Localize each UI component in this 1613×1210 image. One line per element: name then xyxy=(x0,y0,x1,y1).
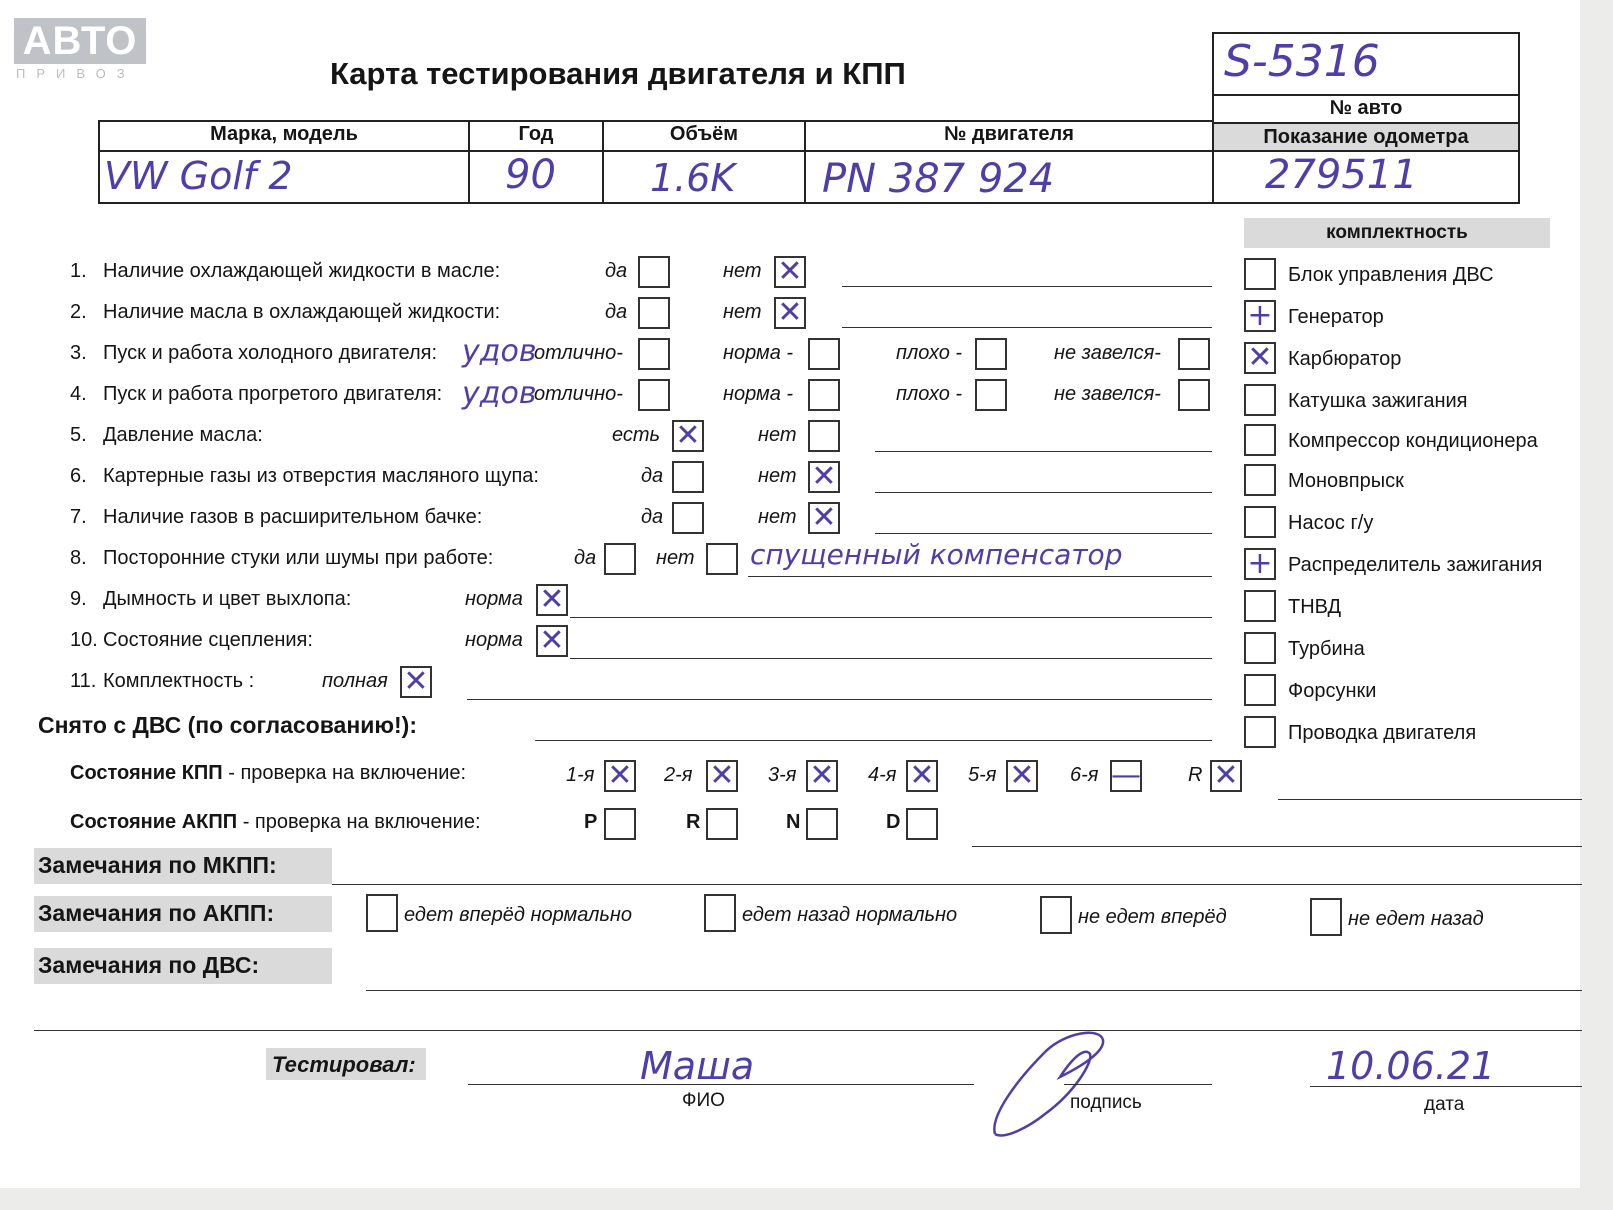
note-line-6 xyxy=(875,492,1212,493)
kit-box-turbine[interactable] xyxy=(1244,632,1276,664)
gear-label-2: 2-я xyxy=(664,764,693,786)
check-4-excellent-box[interactable] xyxy=(638,379,670,411)
check-4-normal-box[interactable] xyxy=(808,379,840,411)
kit-box-ac-compressor[interactable] xyxy=(1244,424,1276,456)
col-year-label: Год xyxy=(518,123,554,145)
kit-title: комплектность xyxy=(1326,222,1468,243)
auto-mode-label-n: N xyxy=(786,811,801,833)
check-7-yes-box[interactable] xyxy=(672,502,704,534)
not-started-label-4: не завелся- xyxy=(1054,383,1161,405)
note-line-5 xyxy=(875,451,1212,452)
check-text-4: Пуск и работа прогретого двигателя: xyxy=(103,383,443,405)
yes-label-8: да xyxy=(574,547,597,569)
kit-box-injectors[interactable] xyxy=(1244,674,1276,706)
bad-label-3: плохо - xyxy=(896,342,963,364)
note-line-2 xyxy=(842,327,1212,328)
check-num-10: 10. xyxy=(70,629,98,651)
no-label-5: нет xyxy=(758,424,797,446)
akpp-remarks-label: Замечания по АКПП: xyxy=(38,900,275,926)
auto-gearbox-title: Состояние АКПП xyxy=(70,811,238,833)
akpp-back-ok-box[interactable] xyxy=(704,894,736,932)
kit-box-mono-injection[interactable] xyxy=(1244,464,1276,496)
kit-mark-distributor: + xyxy=(1247,546,1273,581)
kit-box-power-steering-pump[interactable] xyxy=(1244,506,1276,538)
manual-gearbox-label xyxy=(70,762,466,785)
note-line-8 xyxy=(748,576,1212,577)
check-5-have-mark: ✕ xyxy=(675,418,701,453)
engine-number-value: PN 387 924 xyxy=(822,156,1055,202)
dvs-remarks-line-1 xyxy=(366,990,1582,991)
check-6-no-mark: ✕ xyxy=(811,459,837,494)
check-2-yes-box[interactable] xyxy=(638,297,670,329)
note-line-9 xyxy=(570,617,1212,618)
mkpp-remarks-line xyxy=(332,884,1582,885)
col-engine-label: № двигателя xyxy=(944,123,1074,145)
note-line-7 xyxy=(875,533,1212,534)
manual-gearbox-rest: - проверка на включение: xyxy=(222,762,467,784)
check-num-1: 1. xyxy=(70,260,87,282)
no-label-7: нет xyxy=(758,506,797,528)
have-label-5: есть xyxy=(612,424,661,446)
check-3-normal-box[interactable] xyxy=(808,338,840,370)
make-value: VW Golf 2 xyxy=(104,154,293,198)
check-text-8: Посторонние стуки или шумы при работе: xyxy=(103,547,494,569)
kit-label-mono-injection: Моновпрыск xyxy=(1288,470,1404,492)
check-num-6: 6. xyxy=(70,465,87,487)
auto-mode-label-r: R xyxy=(686,811,701,833)
check-11-full-mark: ✕ xyxy=(403,664,429,699)
check-num-9: 9. xyxy=(70,588,87,610)
check-7-no-mark: ✕ xyxy=(811,500,837,535)
name-caption: ФИО xyxy=(682,1090,725,1111)
no-label-1: нет xyxy=(723,260,762,282)
normal-label-3: норма - xyxy=(723,342,794,364)
check-text-2: Наличие масла в охлаждающей жидкости: xyxy=(103,301,501,323)
akpp-forward-ok-box[interactable] xyxy=(366,894,398,932)
check-text-11: Комплектность : xyxy=(103,670,255,692)
gear-label-1: 1-я xyxy=(566,764,595,786)
gear-6-mark: — xyxy=(1111,758,1141,793)
yes-label-7: да xyxy=(641,506,664,528)
kit-label-injectors: Форсунки xyxy=(1288,680,1377,702)
gear-label-5: 5-я xyxy=(968,764,997,786)
bad-label-4: плохо - xyxy=(896,383,963,405)
check-text-6: Картерные газы из отверстия масляного щупа: xyxy=(103,465,539,487)
check-4-bad-box[interactable] xyxy=(975,379,1007,411)
check-num-5: 5. xyxy=(70,424,87,446)
check-text-9: Дымность и цвет выхлопа: xyxy=(103,588,352,610)
check-3-bad-box[interactable] xyxy=(975,338,1007,370)
check-text-7: Наличие газов в расширительном бачке: xyxy=(103,506,483,528)
kit-label-injection-pump: ТНВД xyxy=(1288,596,1342,618)
kit-box-injection-pump[interactable] xyxy=(1244,590,1276,622)
auto-mode-r-box[interactable] xyxy=(706,808,738,840)
volume-value: 1.6K xyxy=(650,156,736,200)
auto-number-value: S-5316 xyxy=(1224,36,1380,87)
akpp-no-back-box[interactable] xyxy=(1310,898,1342,936)
gearbox-note-line xyxy=(1278,799,1582,800)
manual-gearbox-title: Состояние КПП xyxy=(70,762,223,784)
check-text-10: Состояние сцепления: xyxy=(103,629,313,651)
cold-start-note: удов xyxy=(462,334,537,369)
col-make-label: Марка, модель xyxy=(210,123,358,145)
gear-label-4: 4-я xyxy=(868,764,897,786)
normal-label-4: норма - xyxy=(723,383,794,405)
auto-mode-n-box[interactable] xyxy=(806,808,838,840)
yes-label-6: да xyxy=(641,465,664,487)
check-text-5: Давление масла: xyxy=(103,424,263,446)
kit-box-ignition-coil[interactable] xyxy=(1244,384,1276,416)
kit-label-generator: Генератор xyxy=(1288,306,1384,328)
gear-4-mark: ✕ xyxy=(909,758,935,793)
akpp-back-ok-label: едет назад нормально xyxy=(742,904,958,926)
check-4-not-started-box[interactable] xyxy=(1178,379,1210,411)
akpp-no-forward-box[interactable] xyxy=(1040,896,1072,934)
brand-logo: АВТО xyxy=(14,18,146,64)
check-8-no-box[interactable] xyxy=(706,543,738,575)
tester-name-value: Маша xyxy=(640,1044,755,1088)
odometer-value: 279511 xyxy=(1265,152,1418,198)
kit-mark-generator: + xyxy=(1247,298,1273,333)
check-num-8: 8. xyxy=(70,547,87,569)
auto-mode-label-d: D xyxy=(886,811,901,833)
check-10-normal-mark: ✕ xyxy=(539,623,565,658)
check-num-11: 11. xyxy=(70,670,97,692)
brand-logo-sub: ПРИВОЗ xyxy=(16,66,136,81)
kit-label-ignition-coil: Катушка зажигания xyxy=(1288,390,1468,412)
not-started-label-3: не завелся- xyxy=(1054,342,1161,364)
check-3-not-started-box[interactable] xyxy=(1178,338,1210,370)
kit-label-power-steering-pump: Насос г/у xyxy=(1288,512,1374,534)
akpp-forward-ok-label: едет вперёд нормально xyxy=(404,904,633,926)
auto-mode-p-box[interactable] xyxy=(604,808,636,840)
tested-label: Тестировал: xyxy=(272,1052,416,1077)
check-3-excellent-box[interactable] xyxy=(638,338,670,370)
check-6-yes-box[interactable] xyxy=(672,461,704,493)
no-label-2: нет xyxy=(723,301,762,323)
no-label-8: нет xyxy=(656,547,695,569)
check-num-4: 4. xyxy=(70,383,87,405)
note-line-10 xyxy=(570,658,1212,659)
date-line xyxy=(1310,1086,1582,1087)
name-line xyxy=(468,1084,974,1085)
kit-label-ecu: Блок управления ДВС xyxy=(1288,264,1494,286)
auto-mode-d-box[interactable] xyxy=(906,808,938,840)
auto-gearbox-label xyxy=(70,811,481,834)
noise-note: спущенный компенсатор xyxy=(750,538,1123,571)
check-text-1: Наличие охлаждающей жидкости в масле: xyxy=(103,260,501,282)
kit-label-turbine: Турбина xyxy=(1288,638,1365,660)
dvs-remarks-line-2 xyxy=(34,1030,1582,1031)
akpp-no-forward-label: не едет вперёд xyxy=(1078,906,1227,928)
check-text-3: Пуск и работа холодного двигателя: xyxy=(103,342,438,364)
gear-label-3: 3-я xyxy=(768,764,797,786)
check-9-normal-mark: ✕ xyxy=(539,582,565,617)
yes-label-1: да xyxy=(605,260,628,282)
akpp-no-back-label: не едет назад xyxy=(1348,908,1484,930)
note-line-11 xyxy=(467,699,1212,700)
gear-3-mark: ✕ xyxy=(809,758,835,793)
no-label-6: нет xyxy=(758,465,797,487)
note-line-1 xyxy=(842,286,1212,287)
auto-number-label: № авто xyxy=(1329,97,1403,119)
kit-label-distributor: Распределитель зажигания xyxy=(1288,554,1543,576)
full-label-11: полная xyxy=(322,670,388,692)
col-volume-label: Объём xyxy=(669,123,739,145)
gear-label-r: R xyxy=(1188,764,1203,786)
kit-label-ac-compressor: Компрессор кондиционера xyxy=(1288,430,1538,452)
check-1-no-mark: ✕ xyxy=(777,254,803,289)
check-2-no-mark: ✕ xyxy=(777,295,803,330)
warm-start-note: удов xyxy=(462,376,537,411)
kit-label-carburetor: Карбюратор xyxy=(1288,348,1402,370)
auto-mode-label-p: P xyxy=(584,811,598,833)
yes-label-2: да xyxy=(605,301,628,323)
kit-box-ecu[interactable] xyxy=(1244,258,1276,290)
dvs-remarks-label: Замечания по ДВС: xyxy=(38,952,260,978)
auto-gearbox-note-line xyxy=(972,846,1582,847)
gear-label-6: 6-я xyxy=(1070,764,1099,786)
signature-line xyxy=(1064,1084,1212,1085)
auto-gearbox-rest: - проверка на включение: xyxy=(237,811,481,833)
form-title: Карта тестирования двигателя и КПП xyxy=(330,56,906,91)
gear-r-mark: ✕ xyxy=(1213,758,1239,793)
date-value: 10.06.21 xyxy=(1326,1044,1496,1088)
year-value: 90 xyxy=(505,152,556,198)
kit-label-wiring: Проводка двигателя xyxy=(1288,722,1477,744)
signature-image xyxy=(985,1022,1125,1142)
excellent-label-3: отлично- xyxy=(534,342,623,364)
kit-box-wiring[interactable] xyxy=(1244,716,1276,748)
col-odometer-label: Показание одометра xyxy=(1263,126,1469,148)
gear-5-mark: ✕ xyxy=(1009,758,1035,793)
excellent-label-4: отлично- xyxy=(534,383,623,405)
check-8-yes-box[interactable] xyxy=(604,543,636,575)
check-num-2: 2. xyxy=(70,301,87,323)
gear-1-mark: ✕ xyxy=(607,758,633,793)
mkpp-remarks-label: Замечания по МКПП: xyxy=(38,852,277,878)
check-num-3: 3. xyxy=(70,342,87,364)
check-5-no-box[interactable] xyxy=(808,420,840,452)
signature-caption: подпись xyxy=(1070,1092,1142,1113)
removed-line xyxy=(535,740,1212,741)
check-1-yes-box[interactable] xyxy=(638,256,670,288)
normal-label-9: норма xyxy=(465,588,523,610)
normal-label-10: норма xyxy=(465,629,523,651)
removed-label: Снято с ДВС (по согласованию!): xyxy=(38,712,417,738)
gear-2-mark: ✕ xyxy=(709,758,735,793)
kit-mark-carburetor: ✕ xyxy=(1247,340,1273,375)
check-num-7: 7. xyxy=(70,506,87,528)
date-caption: дата xyxy=(1424,1094,1465,1115)
